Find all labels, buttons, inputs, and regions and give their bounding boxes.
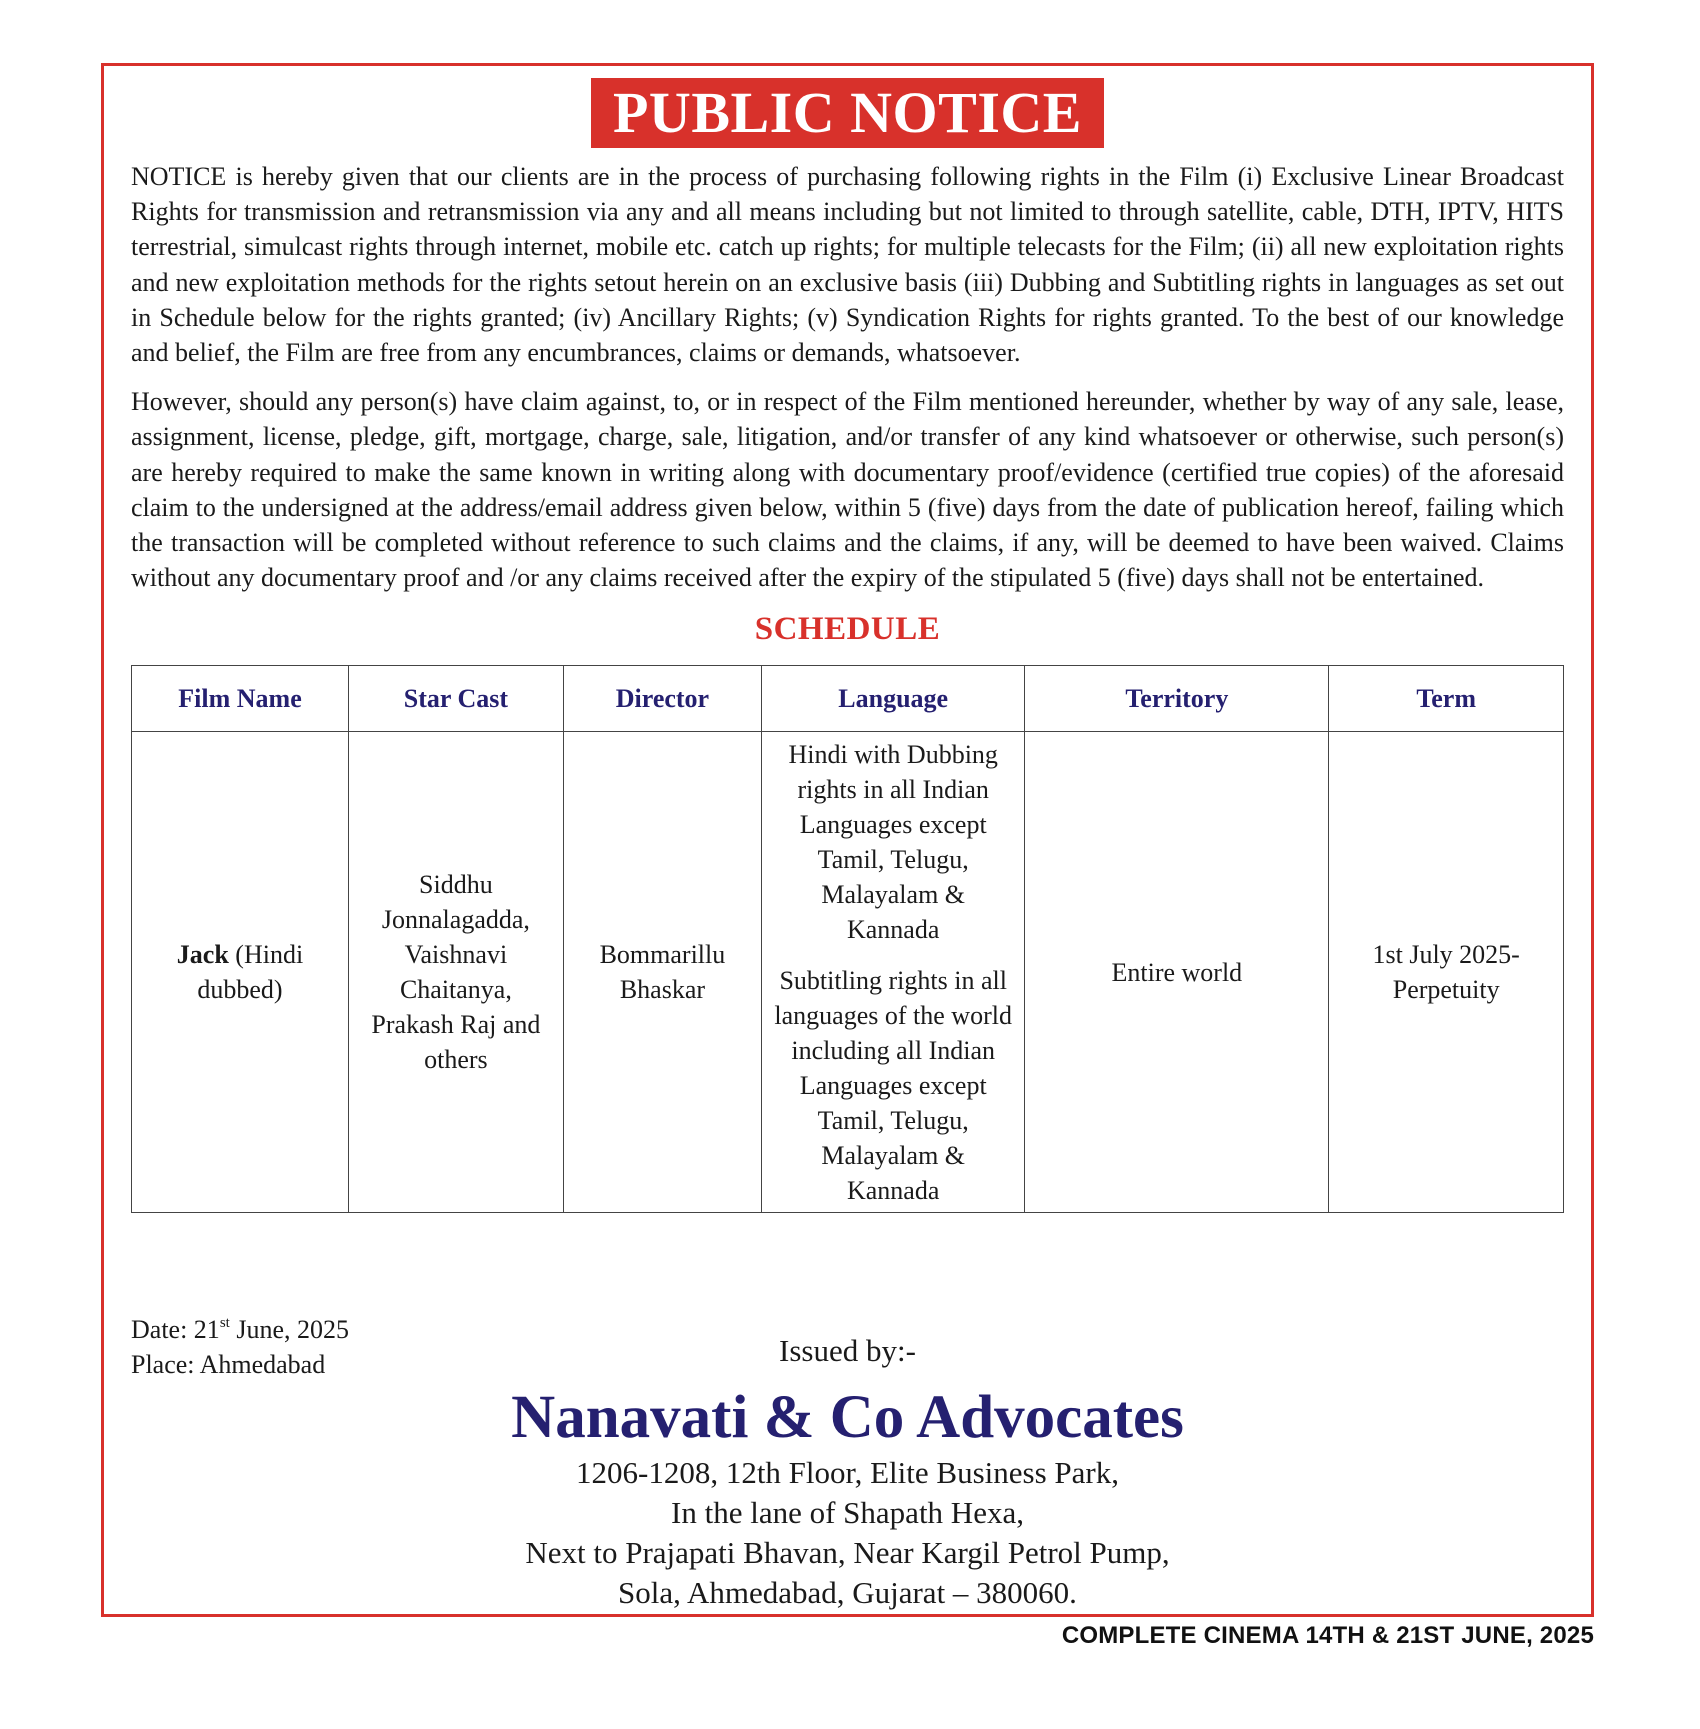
address-line-1: 1206-1208, 12th Floor, Elite Business Park, xyxy=(576,1455,1119,1490)
issued-by-label: Issued by:- xyxy=(779,1333,916,1368)
header-term: Term xyxy=(1329,666,1564,732)
cell-film-name xyxy=(132,732,349,1213)
date-superscript: st xyxy=(219,1315,230,1331)
notice-title: PUBLIC NOTICE xyxy=(591,78,1104,148)
header-territory: Territory xyxy=(1025,666,1329,732)
title-wrap xyxy=(104,78,1591,148)
language-subtitling: Subtitling rights in all languages of the world including all Indian Languages except Tamil, Telugu, Malayalam & Kannada xyxy=(774,965,1012,1205)
cell-language xyxy=(762,732,1025,1213)
film-name-rest: (Hindi dubbed) xyxy=(197,940,304,1005)
schedule-table xyxy=(131,665,1564,1213)
cell-director: Bommarillu Bhaskar xyxy=(563,732,761,1213)
table-header-row xyxy=(132,666,1564,732)
schedule-title: SCHEDULE xyxy=(754,611,941,648)
header-director: Director xyxy=(563,666,761,732)
header-language: Language xyxy=(762,666,1025,732)
notice-paragraph-1: NOTICE is hereby given that our clients are in the process of purchasing following rights in the Film (i) Exclusive Linear Broadcast Rights for transmission and retransmission via any and all means including but not limited to through satellite, cable, DTH, IPTV, HITS terrestrial, simulcast rights through internet, mobile etc. catch up rights; for multiple telecasts for the Film; (ii) all new exploitation rights and new exploitation methods for the rights setout herein on an exclusive basis (iii) Dubbing and Subtitling rights in languages as set out in Schedule below for the rights granted; (iv) Ancillary Rights; (v) Syndication Rights for rights granted. To the best of our knowledge and belief, the Film are free from any encumbrances, claims or demands, whatsoever. xyxy=(131,162,1564,368)
header-film-name: Film Name xyxy=(132,666,349,732)
table-row xyxy=(132,732,1564,1213)
firm-name: Nanavati & Co Advocates xyxy=(511,1384,1184,1451)
header-star-cast: Star Cast xyxy=(349,666,564,732)
language-dubbing: Hindi with Dubbing rights in all Indian Languages except Tamil, Telugu, Malayalam & Kannada xyxy=(788,739,998,944)
publication-edition-line: COMPLETE CINEMA 14TH & 21ST JUNE, 2025 xyxy=(1061,1622,1594,1649)
cell-term: 1st July 2025-Perpetuity xyxy=(1329,732,1564,1213)
notice-place: Place: Ahmedabad xyxy=(131,1350,326,1379)
issuer-block xyxy=(104,1331,1591,1613)
film-name-bold: Jack xyxy=(176,940,229,970)
address-line-2: In the lane of Shapath Hexa, xyxy=(671,1495,1024,1530)
cell-star-cast: Siddhu Jonnalagadda, Vaishnavi Chaitanya, Prakash Raj and others xyxy=(349,732,564,1213)
address-line-3: Next to Prajapati Bhavan, Near Kargil Petrol Pump, xyxy=(525,1535,1170,1570)
notice-frame xyxy=(101,63,1594,1617)
cell-territory: Entire world xyxy=(1025,732,1329,1213)
notice-paragraph-2: However, should any person(s) have claim against, to, or in respect of the Film mentioned hereunder, whether by way of any sale, lease, assignment, license, pledge, gift, mortgage, charge, sale, litigation, and/or transfer of any kind whatsoever or otherwise, such person(s) are hereby required to make the same known in writing along with documentary proof/evidence (certified true copies) of the aforesaid claim to the undersigned at the address/email address given below, within 5 (five) days from the date of publication hereof, failing which the transaction will be completed without reference to such claims and the claims, if any, will be deemed to have been waived. Claims without any documentary proof and /or any claims received after the expiry of the stipulated 5 (five) days shall not be entertained. xyxy=(131,387,1564,593)
date-suffix: June, 2025 xyxy=(229,1315,349,1344)
notice-content xyxy=(131,159,1564,1213)
address-line-4: Sola, Ahmedabad, Gujarat – 380060. xyxy=(618,1575,1077,1610)
date-prefix: Date: 21 xyxy=(131,1315,220,1344)
